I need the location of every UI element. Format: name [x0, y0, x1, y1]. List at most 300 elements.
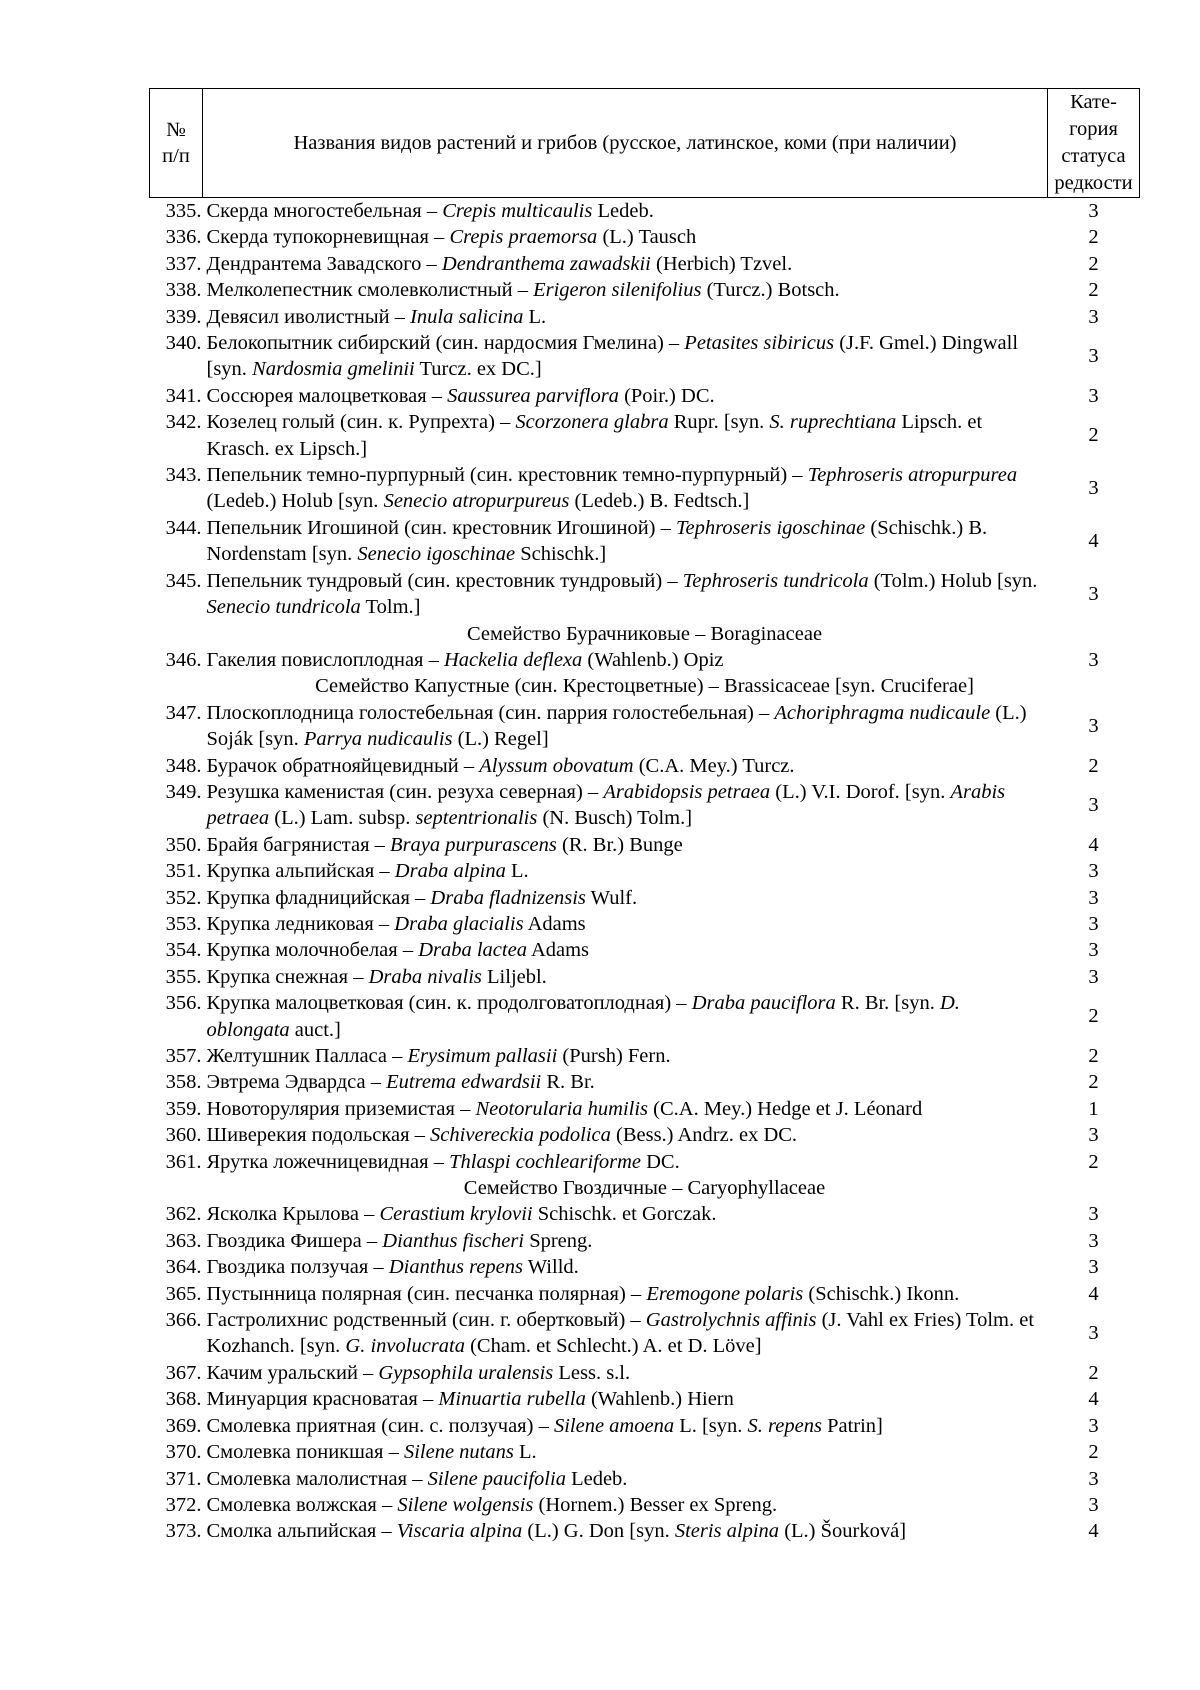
latin-name: Draba pauciflora: [691, 992, 836, 1015]
row-number: 372.: [165, 1493, 202, 1516]
name-text: Желтушник Палласа –: [206, 1045, 408, 1067]
name-text: Смолка альпийская –: [206, 1520, 397, 1543]
name-text: Гвоздика ползучая –: [206, 1256, 389, 1279]
name-text: Качим уральский –: [206, 1361, 379, 1384]
latin-name: Senecio atropurpureus: [383, 490, 570, 513]
latin-name: Neotorularia humilis: [475, 1097, 649, 1120]
family-heading-row: [150, 673, 1140, 699]
species-name: [203, 1386, 1048, 1412]
name-text: Смолевка приятная (син. с. ползучая) –: [206, 1414, 554, 1437]
latin-name: Draba nivalis: [368, 965, 482, 988]
latin-name: Eremogone polaris: [646, 1282, 804, 1305]
row-number: 345.: [165, 569, 202, 592]
name-text: (Bess.) Andrz. ex DC.: [610, 1124, 798, 1147]
name-text: Lipsch. et Krasch. ex Lipsch.]: [206, 411, 983, 460]
name-text: Пепельник тундровый (син. крестовник тундровый) –: [206, 569, 683, 592]
table-row: [150, 990, 1140, 1043]
name-text: L.: [513, 1441, 537, 1464]
table-row: [150, 832, 1140, 858]
rarity-category: 4: [1088, 1520, 1099, 1543]
family-heading: Семейство Гвоздичные – Caryophyllaceae: [463, 1177, 826, 1200]
species-name: [203, 1096, 1048, 1122]
rarity-category: 3: [1088, 1322, 1099, 1345]
name-text: (J. Vahl ex Fries) Tolm. et Kozhanch. [syn.: [206, 1309, 1035, 1358]
table-body: [150, 198, 1140, 1545]
latin-name: Nardosmia gmelinii: [252, 358, 415, 381]
latin-name: Arabis petraea: [206, 780, 1006, 830]
name-text: (Cham. et Schlecht.) A. et D. Löve]: [464, 1335, 762, 1358]
rarity-category: 2: [1088, 1045, 1099, 1067]
name-text: Новоторулярия приземистая –: [206, 1097, 476, 1120]
latin-name: Braya purpurascens: [390, 833, 557, 856]
table-row: [150, 937, 1140, 963]
table-row: [150, 224, 1140, 250]
header-number-line: №: [166, 119, 186, 141]
row-number: 346.: [165, 648, 202, 671]
row-number: 341.: [165, 384, 202, 407]
row-number: 355.: [165, 965, 202, 988]
species-name: [203, 964, 1048, 990]
latin-name: Petasites sibiricus: [684, 332, 835, 355]
name-text: Schischk. et Gorczak.: [532, 1203, 717, 1226]
table-row: [150, 515, 1140, 568]
row-number: 362.: [165, 1203, 202, 1226]
name-text: Пустынница полярная (син. песчанка полярная) –: [206, 1282, 647, 1305]
latin-name: Dendranthema zawadskii: [441, 252, 651, 275]
name-text: Козелец голый (син. к. Рупрехта) –: [206, 411, 516, 434]
table-row: [150, 198, 1140, 225]
rarity-category: 3: [1088, 939, 1099, 962]
family-heading: Семейство Капустные (син. Крестоцветные) – Brassicaceae [syn. Cruciferae]: [315, 675, 974, 698]
name-text: L.: [523, 305, 547, 328]
latin-name: Draba fladnizensis: [430, 886, 586, 909]
row-number: 335.: [165, 200, 202, 222]
rarity-category: 3: [1088, 477, 1099, 500]
species-name: [203, 1254, 1048, 1280]
latin-name: Tephroseris tundricola: [682, 569, 869, 592]
name-text: (Wahlenb.) Hiern: [585, 1388, 734, 1411]
species-name: [203, 779, 1048, 832]
rarity-category: 3: [1088, 860, 1099, 883]
species-name: [203, 568, 1048, 621]
name-text: Пепельник темно-пурпурный (син. крестовник темно-пурпурный) –: [206, 464, 808, 487]
row-number: 336.: [165, 226, 202, 249]
latin-name: Saussurea parviflora: [447, 384, 619, 407]
table-row: [150, 1043, 1140, 1069]
name-text: (Schischk.) Ikonn.: [803, 1282, 960, 1305]
species-name: [203, 462, 1048, 515]
table-row: [150, 1281, 1140, 1307]
latin-name: Draba lactea: [418, 939, 527, 962]
latin-name: Dianthus repens: [388, 1256, 524, 1279]
latin-name: D. oblongata: [206, 992, 960, 1041]
table-row: [150, 1466, 1140, 1492]
name-text: (C.A. Mey.) Hedge et J. Léonard: [648, 1097, 923, 1120]
latin-name: Hackelia deflexa: [443, 648, 583, 671]
name-text: Крупка снежная –: [206, 965, 369, 988]
row-number: 348.: [165, 754, 202, 777]
latin-name: Tephroseris atropurpurea: [807, 464, 1018, 487]
name-text: Tolm.]: [360, 596, 421, 619]
species-name: [203, 990, 1048, 1043]
name-text: (R. Br.) Bunge: [556, 833, 683, 856]
header-number-column: [150, 89, 203, 198]
row-number: 366.: [165, 1309, 202, 1332]
name-text: (C.A. Mey.) Turcz.: [633, 754, 795, 777]
species-name: [203, 1281, 1048, 1307]
latin-name: Erysimum pallasii: [407, 1045, 558, 1067]
name-text: (Ledeb.) Holub [syn.: [206, 490, 384, 513]
row-number: 352.: [165, 886, 202, 909]
name-text: Бурачок обратнояйцевидный –: [206, 754, 480, 777]
table-row: [150, 568, 1140, 621]
species-name: [203, 224, 1048, 250]
row-number: 351.: [165, 860, 202, 883]
latin-name: Crepis praemorsa: [449, 226, 598, 249]
name-text: (Turcz.) Botsch.: [701, 279, 840, 302]
table-row: [150, 1254, 1140, 1280]
latin-name: Draba glacialis: [394, 912, 524, 935]
species-name: [203, 1122, 1048, 1148]
name-text: Скерда многостебельная –: [206, 200, 443, 222]
name-text: Ясколка Крылова –: [206, 1203, 380, 1226]
header-number-line: п/п: [162, 145, 190, 167]
latin-name: Inula salicina: [410, 305, 524, 328]
rarity-category: 3: [1088, 1493, 1099, 1516]
species-name: [203, 515, 1048, 568]
name-text: Смолевка малолистная –: [206, 1467, 428, 1490]
name-text: (L.) Lam. subsp.: [269, 807, 416, 830]
rarity-category: 1: [1088, 1097, 1099, 1120]
species-name: [203, 832, 1048, 858]
species-name: [203, 1228, 1048, 1254]
name-text: (L.) G. Don [syn.: [522, 1520, 675, 1543]
name-text: (L.) Tausch: [597, 226, 697, 249]
table-row: [150, 1386, 1140, 1412]
row-number: 337.: [165, 252, 202, 275]
latin-name: Silene nutans: [403, 1441, 514, 1464]
table-row: [150, 304, 1140, 330]
table-row: [150, 1492, 1140, 1518]
species-name: [203, 1069, 1048, 1095]
table-row: [150, 885, 1140, 911]
table-row: [150, 1360, 1140, 1386]
rarity-category: 3: [1088, 648, 1099, 671]
name-text: Брайя багрянистая –: [206, 833, 391, 856]
rarity-category: 3: [1088, 200, 1099, 222]
latin-name: S. repens: [747, 1414, 822, 1437]
latin-name: Senecio igoschinae: [357, 543, 516, 566]
rarity-category: 3: [1088, 912, 1099, 935]
table-row: [150, 858, 1140, 884]
rarity-category: 3: [1088, 1229, 1099, 1252]
row-number: 349.: [165, 780, 202, 803]
species-name: [203, 1043, 1048, 1069]
table-row: [150, 1201, 1140, 1227]
row-number: 353.: [165, 912, 202, 935]
name-text: Смолевка поникшая –: [206, 1441, 404, 1464]
name-text: Соссюрея малоцветковая –: [206, 384, 448, 407]
rarity-category: 3: [1088, 345, 1099, 368]
name-text: Крупка альпийская –: [206, 860, 395, 883]
row-number: 365.: [165, 1282, 202, 1305]
table-row: [150, 1096, 1140, 1122]
latin-name: Cerastium krylovii: [379, 1203, 533, 1226]
name-text: Крупка малоцветковая (син. к. продолговатоплодная) –: [206, 992, 692, 1015]
latin-name: Scorzonera glabra: [515, 411, 669, 434]
rarity-category: 3: [1088, 1124, 1099, 1147]
name-text: (Tolm.) Holub [syn.: [868, 569, 1038, 592]
table-row: [150, 1069, 1140, 1095]
rarity-category: 3: [1088, 582, 1099, 605]
name-text: Turcz. ex DC.]: [414, 358, 542, 381]
table-row: [150, 1518, 1140, 1544]
rarity-category: 2: [1088, 279, 1099, 302]
table-row: [150, 1149, 1140, 1175]
row-number: 339.: [165, 305, 202, 328]
species-name: [203, 937, 1048, 963]
family-heading-row: [150, 1175, 1140, 1201]
row-number: 361.: [165, 1150, 202, 1173]
latin-name: Alyssum obovatum: [479, 754, 634, 777]
name-text: Гастролихнис родственный (син. г. обертковый) –: [206, 1309, 646, 1332]
table-row: [150, 647, 1140, 673]
latin-name: Eutrema edwardsii: [386, 1071, 542, 1094]
name-text: Rupr. [syn.: [668, 411, 770, 434]
name-text: (J.F. Gmel.) Dingwall [syn.: [206, 332, 1019, 381]
table-row: [150, 462, 1140, 515]
species-name: [203, 383, 1048, 409]
table-row: [150, 409, 1140, 462]
latin-name: Draba alpina: [394, 860, 506, 883]
latin-name: Achoriphragma nudicaule: [774, 701, 991, 724]
name-text: Минуарция красноватая –: [206, 1388, 439, 1411]
latin-name: septentrionalis: [415, 807, 538, 830]
latin-name: Gastrolychnis affinis: [645, 1309, 817, 1332]
header-category-line: Кате-: [1070, 91, 1117, 113]
row-number: 338.: [165, 279, 202, 302]
species-name: [203, 858, 1048, 884]
table-row: [150, 251, 1140, 277]
name-text: Смолевка волжская –: [206, 1493, 398, 1516]
table-header: [150, 89, 1140, 198]
species-table: [149, 88, 1140, 1545]
rarity-category: 3: [1088, 1256, 1099, 1279]
name-text: Гакелия повислоплодная –: [206, 648, 444, 671]
name-text: Крупка молочнобелая –: [206, 939, 419, 962]
name-text: Spreng.: [524, 1229, 593, 1252]
row-number: 344.: [165, 516, 202, 539]
header-category-line: гория: [1069, 118, 1118, 140]
family-heading: Семейство Бурачниковые – Boraginaceae: [466, 622, 823, 645]
name-text: Гвоздика Фишера –: [206, 1229, 383, 1252]
rarity-category: 3: [1088, 794, 1099, 817]
species-name: [203, 647, 1048, 673]
rarity-category: 2: [1088, 1441, 1099, 1464]
rarity-category: 4: [1088, 530, 1099, 553]
name-text: (N. Busch) Tolm.]: [537, 807, 693, 830]
name-text: Белокопытник сибирский (син. нардосмия Гмелина) –: [206, 332, 685, 355]
name-text: Мелколепестник смолевколистный –: [206, 279, 534, 302]
family-heading-row: [150, 621, 1140, 647]
rarity-category: 3: [1088, 1467, 1099, 1490]
species-name: [203, 330, 1048, 383]
rarity-category: 2: [1088, 1150, 1099, 1173]
header-category-column: [1048, 89, 1140, 198]
name-text: (Schischk.) B. Nordenstam [syn.: [206, 516, 988, 566]
row-number: 369.: [165, 1414, 202, 1437]
name-text: (Ledeb.) B. Fedtsch.]: [569, 490, 750, 513]
name-text: Пепельник Игошиной (син. крестовник Игошиной) –: [206, 516, 677, 539]
latin-name: Steris alpina: [674, 1520, 780, 1543]
name-text: (Pursh) Fern.: [557, 1045, 671, 1067]
name-text: DC.: [640, 1150, 680, 1173]
rarity-category: 4: [1088, 833, 1099, 856]
latin-name: Crepis multicaulis: [442, 200, 593, 222]
latin-name: Silene wolgensis: [397, 1493, 534, 1516]
latin-name: Schivereckia podolica: [430, 1124, 611, 1147]
name-text: Less. s.l.: [553, 1361, 631, 1384]
name-text: R. Br.: [541, 1071, 595, 1094]
rarity-category: 2: [1088, 424, 1099, 447]
latin-name: Arabidopsis petraea: [603, 780, 771, 803]
name-text: Шиверекия подольская –: [206, 1124, 431, 1147]
rarity-category: 3: [1088, 886, 1099, 909]
table-row: [150, 1228, 1140, 1254]
row-number: 343.: [165, 464, 202, 487]
name-text: Крупка фладницийская –: [206, 886, 431, 909]
species-name: [203, 1201, 1048, 1227]
latin-name: Parrya nudicaulis: [303, 728, 453, 751]
name-text: Скерда тупокорневищная –: [206, 226, 450, 249]
name-text: Ярутка ложечницевидная –: [206, 1150, 450, 1173]
latin-name: Silene paucifolia: [427, 1467, 566, 1490]
name-text: Плоскоплодница голостебельная (син. паррия голостебельная) –: [206, 701, 775, 724]
table-row: [150, 1439, 1140, 1465]
species-name: [203, 1307, 1048, 1360]
table-row: [150, 1413, 1140, 1439]
species-name: [203, 885, 1048, 911]
species-name: [203, 304, 1048, 330]
table-row: [150, 700, 1140, 753]
latin-name: Gypsophila uralensis: [378, 1361, 554, 1384]
name-text: Крупка ледниковая –: [206, 912, 395, 935]
latin-name: Erigeron silenifolius: [533, 279, 702, 302]
rarity-category: 3: [1088, 1414, 1099, 1437]
rarity-category: 4: [1088, 1388, 1099, 1411]
species-name: [203, 1492, 1048, 1518]
row-number: 342.: [165, 411, 202, 434]
latin-name: Dianthus fischeri: [382, 1229, 525, 1252]
name-text: (L.) Šourková]: [779, 1520, 907, 1543]
species-name: [203, 1466, 1048, 1492]
row-number: 354.: [165, 939, 202, 962]
row-number: 363.: [165, 1229, 202, 1252]
row-number: 368.: [165, 1388, 202, 1411]
name-text: Liljebl.: [481, 965, 547, 988]
species-name: [203, 700, 1048, 753]
rarity-category: 3: [1088, 305, 1099, 328]
table-row: [150, 1307, 1140, 1360]
name-text: Schischk.]: [515, 543, 607, 566]
row-number: 364.: [165, 1256, 202, 1279]
table-row: [150, 753, 1140, 779]
row-number: 359.: [165, 1097, 202, 1120]
species-name: [203, 1439, 1048, 1465]
row-number: 367.: [165, 1361, 202, 1384]
row-number: 356.: [165, 992, 202, 1015]
table-row: [150, 1122, 1140, 1148]
latin-name: Silene amoena: [553, 1414, 675, 1437]
table-row: [150, 964, 1140, 990]
latin-name: Tephroseris igoschinae: [676, 516, 866, 539]
name-text: (Herbich) Tzvel.: [650, 252, 793, 275]
latin-name: Thlaspi cochleariforme: [449, 1150, 641, 1173]
table-row: [150, 911, 1140, 937]
species-name: [203, 753, 1048, 779]
species-name: [203, 911, 1048, 937]
name-text: Ledeb.: [592, 200, 654, 222]
species-name: [203, 409, 1048, 462]
name-text: L. [syn.: [674, 1414, 748, 1437]
row-number: 371.: [165, 1467, 202, 1490]
species-name: [203, 1360, 1048, 1386]
rarity-category: 2: [1088, 1005, 1099, 1028]
species-name: [203, 198, 1048, 225]
row-number: 340.: [165, 332, 202, 355]
row-number: 347.: [165, 701, 202, 724]
rarity-category: 2: [1088, 754, 1099, 777]
latin-name: Viscaria alpina: [396, 1520, 523, 1543]
name-text: Девясил иволистный –: [206, 305, 411, 328]
species-name: [203, 1149, 1048, 1175]
name-text: (Poir.) DC.: [618, 384, 715, 407]
name-text: Adams: [523, 912, 586, 935]
name-text: Дендрантема Завадского –: [206, 252, 442, 275]
latin-name: S. ruprechtiana: [769, 411, 897, 434]
header-category-line: редкости: [1054, 172, 1133, 194]
rarity-category: 2: [1088, 252, 1099, 275]
name-text: Эвтрема Эдвардса –: [206, 1071, 387, 1094]
row-number: 350.: [165, 833, 202, 856]
rarity-category: 3: [1088, 384, 1099, 407]
species-name: [203, 1413, 1048, 1439]
name-text: (Wahlenb.) Opiz: [582, 648, 724, 671]
header-category-line: статуса: [1061, 145, 1126, 167]
name-text: (L.) Soják [syn.: [206, 701, 1027, 751]
rarity-category: 2: [1088, 226, 1099, 249]
table-row: [150, 779, 1140, 832]
row-number: 357.: [165, 1045, 202, 1067]
name-text: Резушка каменистая (син. резуха северная) –: [206, 780, 604, 803]
latin-name: G. involucrata: [345, 1335, 465, 1358]
name-text: L.: [505, 860, 529, 883]
latin-name: Minuartia rubella: [438, 1388, 586, 1411]
name-text: Adams: [526, 939, 590, 962]
rarity-category: 3: [1088, 714, 1099, 737]
name-text: R. Br. [syn.: [835, 992, 940, 1015]
table-row: [150, 277, 1140, 303]
name-text: (L.) V.I. Dorof. [syn.: [770, 780, 951, 803]
rarity-category: 4: [1088, 1282, 1099, 1305]
name-text: Wulf.: [585, 886, 638, 909]
name-text: auct.]: [289, 1018, 341, 1041]
name-text: (L.) Regel]: [452, 728, 549, 751]
row-number: 373.: [165, 1520, 202, 1543]
name-text: Patrin]: [821, 1414, 883, 1437]
table-row: [150, 330, 1140, 383]
header-name-column: Названия видов растений и грибов (русское, латинское, коми (при наличии): [203, 89, 1048, 198]
